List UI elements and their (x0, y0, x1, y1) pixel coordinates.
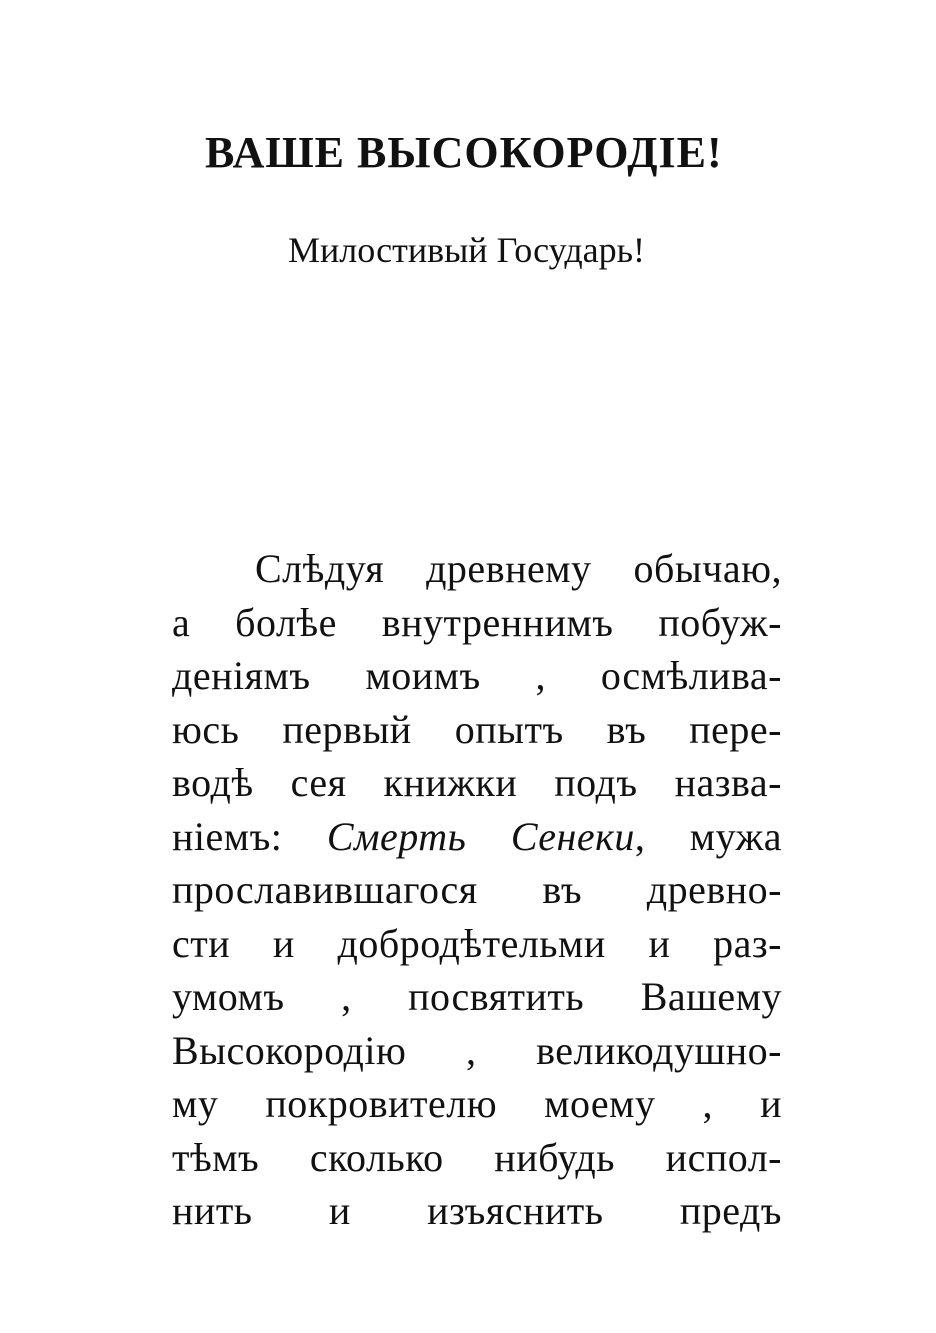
text-line (172, 810, 782, 864)
text-line: Слѣдуя древнему обычаю, (255, 546, 782, 591)
dedication-heading: ВАШЕ ВЫСОКОРОДІЕ! (205, 128, 723, 177)
text-line: Высокородію , великодушно- (172, 1027, 782, 1073)
text-line: нить и изъяснить предъ (172, 1188, 782, 1233)
text-line: умомъ , посвятить Вашему (172, 974, 782, 1019)
text-line: прославившагося въ древно- (172, 867, 782, 912)
text-line: тѣмъ сколько нибудь испол- (172, 1134, 782, 1180)
text-line: му покровителю моему , и (172, 1081, 782, 1126)
book-title: Смерть Сенеки (326, 813, 635, 859)
dedication-paragraph (172, 542, 782, 1238)
text-line: водѣ сея книжки подъ назва- (172, 760, 782, 805)
text-line: а болѣе внутреннимъ побуж- (172, 599, 782, 645)
text-line: сти и добродѣтельми и раз- (172, 920, 782, 966)
text-segment: , мужа (634, 813, 782, 859)
text-line: юсь первый опытъ въ пере- (172, 706, 782, 752)
text-segment: ніемъ: (172, 813, 327, 859)
salutation: Милостивый Государь! (288, 230, 646, 270)
text-line: деніямъ моимъ , осмѣлива- (172, 653, 782, 698)
